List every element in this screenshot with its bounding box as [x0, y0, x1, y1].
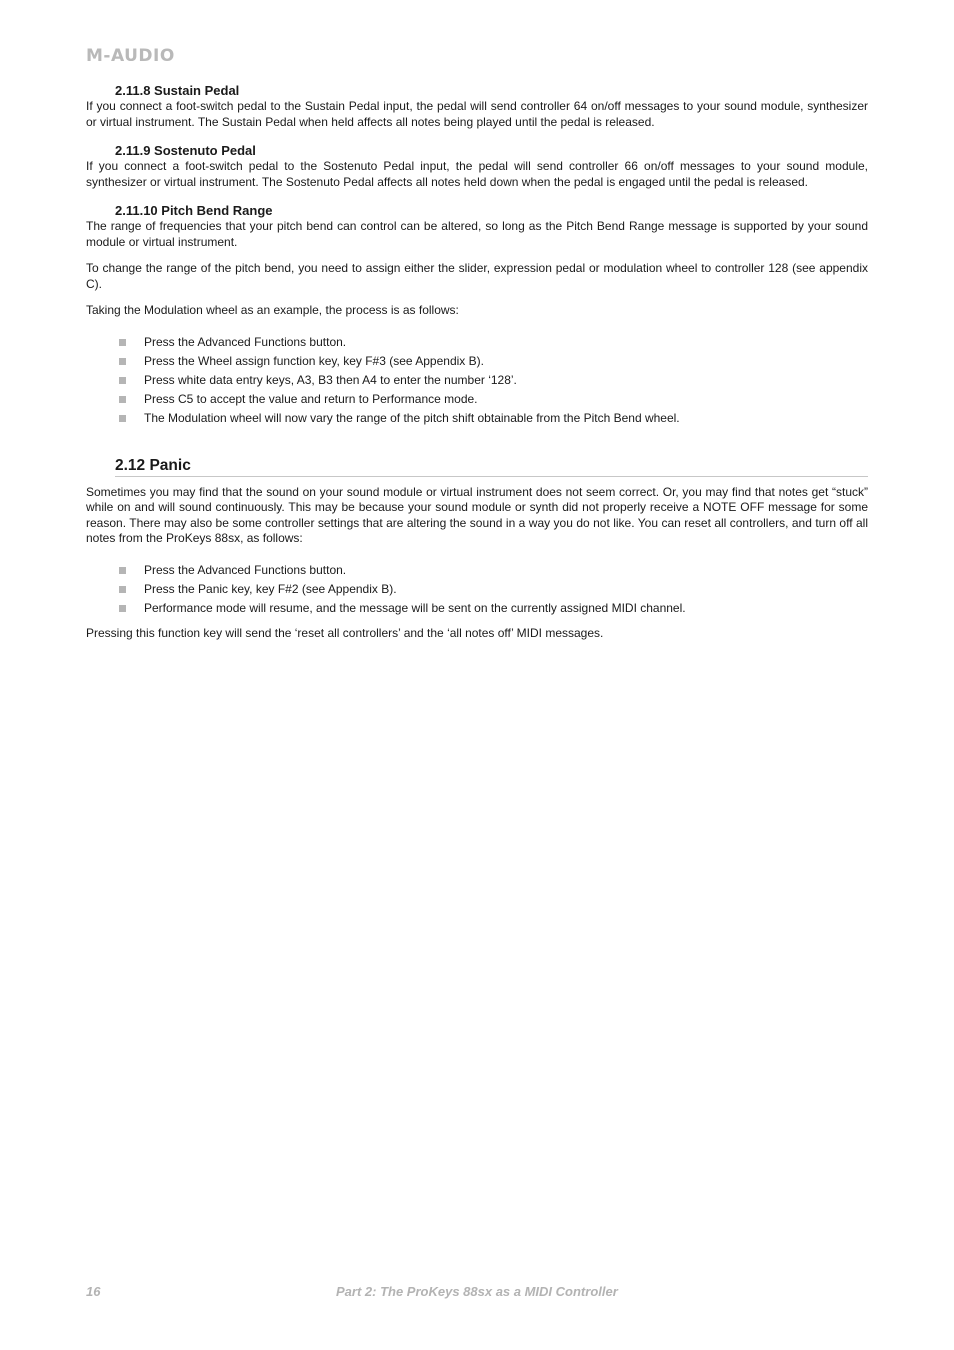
bullet-square-icon: [119, 358, 126, 365]
brand-logo: M-AUDIO: [86, 46, 175, 66]
panic-steps-list: [86, 563, 868, 616]
bullet-square-icon: [119, 567, 126, 574]
heading-sostenuto-pedal: 2.11.9 Sostenuto Pedal: [115, 143, 256, 158]
list-item-text: The Modulation wheel will now vary the range of the pitch shift obtainable from the Pitch Bend wheel.: [144, 410, 680, 425]
list-item-text: Press the Panic key, key F#2 (see Appendix B).: [144, 581, 397, 596]
bullet-square-icon: [119, 586, 126, 593]
pitch-bend-steps-list: [86, 335, 868, 426]
page-number: 16: [86, 1284, 101, 1299]
paragraph-panic-1: Sometimes you may find that the sound on your sound module or virtual instrument does not seem correct. Or, you may find that notes get “stuck” while on and will sound continuously. This may be because your sound module or synth did not properly receive a NOTE OFF message for some reason. There may also be some controller settings that are altering the sound in a way you do not like. You can reset all controllers, and turn off all notes from the ProKeys 88sx, as follows:: [86, 484, 868, 545]
list-item-text: Press white data entry keys, A3, B3 then A4 to enter the number ‘128’.: [144, 372, 517, 387]
page-content: [86, 82, 868, 641]
heading-sustain-pedal: 2.11.8 Sustain Pedal: [115, 83, 240, 98]
heading-panic: 2.12 Panic: [115, 456, 868, 477]
list-item-text: Performance mode will resume, and the message will be sent on the currently assigned MIDI channel.: [144, 600, 686, 615]
paragraph-pitch-bend-3: Taking the Modulation wheel as an example, the process is as follows:: [86, 303, 459, 317]
list-item: [86, 563, 868, 578]
list-item: [86, 411, 868, 426]
bullet-square-icon: [119, 605, 126, 612]
list-item: [86, 392, 868, 407]
list-item: [86, 354, 868, 369]
paragraph-sustain-pedal: If you connect a foot-switch pedal to the Sustain Pedal input, the pedal will send controller 64 on/off messages to your sound module, synthesizer or virtual instrument. The Sustain Pedal when held affects all notes being played until the pedal is released.: [86, 99, 868, 129]
bullet-square-icon: [119, 415, 126, 422]
bullet-square-icon: [119, 396, 126, 403]
list-item-text: Press C5 to accept the value and return to Performance mode.: [144, 391, 478, 406]
list-item: [86, 582, 868, 597]
paragraph-panic-2: Pressing this function key will send the ‘reset all controllers’ and the ‘all notes off’ MIDI messages.: [86, 625, 604, 640]
list-item-text: Press the Wheel assign function key, key F#3 (see Appendix B).: [144, 353, 484, 368]
heading-pitch-bend-range: 2.11.10 Pitch Bend Range: [115, 203, 273, 218]
bullet-square-icon: [119, 377, 126, 384]
list-item: [86, 373, 868, 388]
paragraph-pitch-bend-1: The range of frequencies that your pitch bend can control can be altered, so long as the Pitch Bend Range message is supported by your sound module or virtual instrument.: [86, 219, 868, 249]
paragraph-sostenuto-pedal: If you connect a foot-switch pedal to the Sostenuto Pedal input, the pedal will send controller 66 on/off messages to your sound module, synthesizer or virtual instrument. The Sostenuto Pedal affects all notes held down when the pedal is engaged until the pedal is released.: [86, 159, 868, 189]
list-item: [86, 601, 868, 616]
list-item-text: Press the Advanced Functions button.: [144, 334, 347, 349]
bullet-square-icon: [119, 339, 126, 346]
paragraph-pitch-bend-2: To change the range of the pitch bend, you need to assign either the slider, expression pedal or modulation wheel to controller 128 (see appendix C).: [86, 261, 868, 291]
footer-title: Part 2: The ProKeys 88sx as a MIDI Controller: [336, 1284, 618, 1299]
list-item-text: Press the Advanced Functions button.: [144, 562, 347, 577]
list-item: [86, 335, 868, 350]
